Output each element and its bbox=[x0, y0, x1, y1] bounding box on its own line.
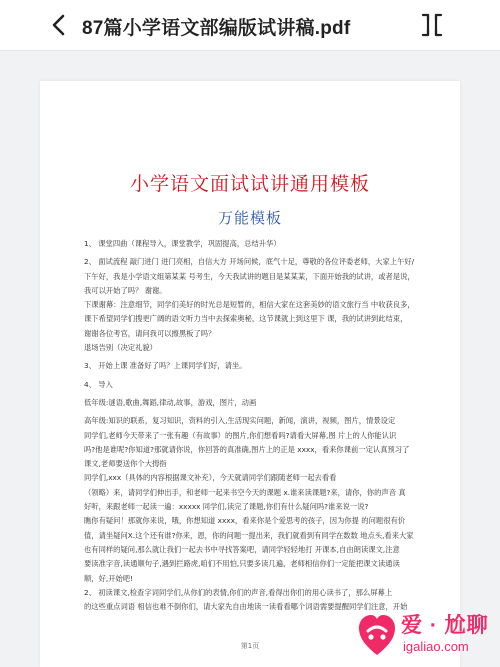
heart-chat-logo-icon bbox=[357, 611, 397, 659]
document-filename: 87篇小学语文部编版试讲稿.pdf bbox=[82, 18, 351, 39]
fullscreen-button[interactable] bbox=[420, 12, 444, 38]
body-line: 退场告别（决定礼貌） bbox=[84, 343, 157, 353]
fullscreen-toggle-icon bbox=[420, 12, 444, 38]
page-number: 第1页 bbox=[240, 642, 260, 650]
body-line: 2、 初读课文,检查字词同学们,从你们的表情,你们的声音,看得出你们的用心读书了，那么屏幕上 bbox=[84, 587, 393, 597]
body-line: 下课谢幕：注意细节，同学们美好的时光总是短暂的，相信大家在这套美妙的语文旅行当 中收获良多， bbox=[84, 300, 415, 310]
body-line: （领略）来，请同学们伸出手，和老师一起来书空今天的课题 x.谁来读课题?来，请你，你的声音 真 bbox=[84, 487, 406, 497]
document-body bbox=[84, 237, 426, 614]
pdf-page bbox=[40, 81, 460, 667]
body-line: 谢谢各位考官，请问我可以擦黑板了吗？ bbox=[84, 328, 216, 338]
body-line: 吗?他是谁呢?你知道?那就请你说，你回答的真准确,图片上的正是 xxxx，看来你课前一定认真预习了 bbox=[84, 444, 410, 454]
body-line: 也有同样的疑问,那么就让我们一起去书中寻找答案吧，请同学轻轻地打 开课本,自由朗读课文,注意 bbox=[84, 544, 400, 554]
body-line: 顺，好,开始吧! bbox=[84, 573, 134, 583]
body-line: 的这些重点词语 相信也难不倒你们，请大家先自由地读一读看看哪个词语需要提醒同学们注意，开始 bbox=[84, 602, 408, 612]
body-line: 下午好，我是小学语文组第某某 号考生，今天我试讲的题目是某某某，下面开始我的试讲，或者是说， bbox=[84, 271, 415, 281]
body-line: 同学们,老师今天带来了一张有趣（有故事）的图片,你们想看吗?请看大屏幕,图 片上的人你能认识 bbox=[84, 430, 397, 440]
document-title: 小学语文面试试讲通用模板 bbox=[129, 173, 370, 195]
pdf-viewer[interactable] bbox=[0, 51, 500, 667]
watermark-url: igaliao.com bbox=[403, 639, 469, 654]
body-line: 值，请坐疑问X.这个还有谁?你来，恩，你的问题一提出来，我们就看到有同学在数数 地点头,看来大家 bbox=[84, 530, 414, 540]
document-subtitle: 万能模板 bbox=[217, 209, 282, 227]
body-line: 同学们,xxx（具体的内容根据课文补充），今天就请同学们跟随老师一起去看看 bbox=[84, 473, 337, 483]
body-line: 我可以开始了吗？ 谢谢。 bbox=[84, 285, 167, 295]
body-line: 课下希望同学们搜更广阔的语文听力当中去探索奥秘，这节课就上到这里下 课，我的试讲到此结束， bbox=[84, 314, 408, 324]
body-line: 好听，来跟老师一起读一遍：xxxxx 同学们,读完了课题,你们有什么疑问吗?谁来说一说? bbox=[84, 502, 369, 512]
chevron-left-icon bbox=[48, 10, 72, 40]
back-button[interactable] bbox=[48, 10, 72, 40]
body-line: 1、 课堂四曲（课程导入，课堂教学，巩固提高，总结升华） bbox=[84, 239, 281, 248]
body-line: 低年级:谜语,歌曲,舞蹈,律动,故事，游戏，图片，动画 bbox=[84, 397, 257, 407]
body-line: 高年级:知识的联系，复习知识，资料的引入,生活现实问题，新闻，演讲，视频，图片，情景设定 bbox=[84, 416, 396, 426]
body-line: 要读准字音,读通顺句子,遇到拦路虎,咱们不用怕,只要多读几遍，老师相信你们一定能把课文读通读 bbox=[84, 559, 400, 569]
body-line: 课文,老师要送你个大拇指 bbox=[84, 459, 167, 469]
body-line: 3、 开始上课 准备好了吗？上课同学们好，请坐。 bbox=[84, 361, 247, 371]
body-line: 2、 面试流程 敲门进门 进门亮相，自信大方 开场问候，底气十足，尊敬的各位评委老师，大家上午好/ bbox=[84, 257, 415, 267]
body-line: 4、 导入 bbox=[84, 379, 113, 389]
top-bar bbox=[0, 0, 500, 51]
watermark bbox=[355, 603, 500, 665]
body-line: 瞧你有疑问！那就你来说，哦，你想知道 xxxx，看来你是个爱思考的孩子，因为你提 的问题很有价 bbox=[84, 516, 406, 526]
watermark-name: 爱 · 尬聊 bbox=[401, 614, 489, 637]
